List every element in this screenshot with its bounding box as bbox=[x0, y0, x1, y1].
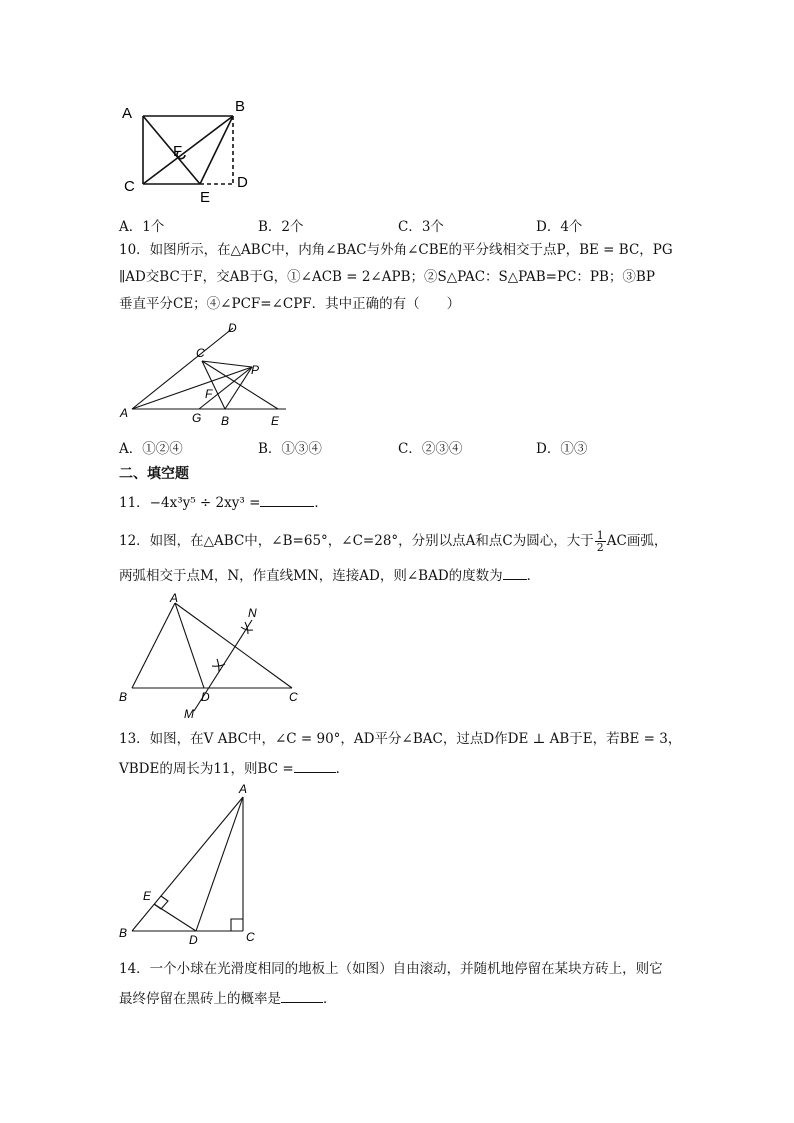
q12-line2-end: ． bbox=[526, 568, 541, 584]
fig12-label-C: C bbox=[289, 690, 298, 704]
q11-line bbox=[119, 492, 328, 513]
fig13-label-A: A bbox=[239, 782, 248, 796]
q9-option-b: B．2个 bbox=[258, 219, 304, 235]
q14-line2 bbox=[119, 988, 337, 1009]
fig12-label-M: M bbox=[184, 707, 194, 721]
fig9-label-E: E bbox=[200, 189, 211, 206]
q13-line1: 13．如图，在V ABC中，∠C = 90°，AD平分∠BAC，过点D作DE ⊥ AB于E，若BE = 3， bbox=[119, 731, 682, 747]
fig13-label-C: C bbox=[246, 930, 255, 944]
q12-line1-a: 12．如图，在△ABC中，∠B=65°，∠C=28°，分别以点A和点C为圆心，大于 bbox=[119, 533, 594, 549]
fig13-label-B: B bbox=[119, 926, 128, 940]
q12-answer-blank[interactable] bbox=[503, 565, 527, 580]
fig10-label-C: C bbox=[196, 346, 205, 360]
fig13-label-E: E bbox=[143, 889, 152, 903]
q10-option-b: B．①③④ bbox=[258, 441, 322, 457]
figure-q10 bbox=[115, 318, 295, 430]
fig9-label-B: B bbox=[235, 98, 246, 115]
fig9-label-D: D bbox=[237, 174, 248, 191]
q14-answer-blank[interactable] bbox=[281, 988, 323, 1003]
q9-option-d: D．4个 bbox=[536, 219, 583, 235]
fig12-label-B: B bbox=[119, 690, 128, 704]
q12-frac-num: 1 bbox=[596, 529, 604, 542]
q12-line1-b: AC画弧， bbox=[606, 533, 668, 549]
fig9-label-A: A bbox=[122, 105, 133, 122]
fig10-label-G: G bbox=[192, 411, 202, 425]
q13-line2 bbox=[119, 758, 349, 779]
q12-line2-text: 两弧相交于点M，N，作直线MN，连接AD，则∠BAD的度数为 bbox=[119, 568, 503, 584]
fig12-label-D: D bbox=[201, 690, 210, 704]
q14-line2-end: ． bbox=[323, 991, 337, 1007]
fig9-label-C: C bbox=[124, 178, 135, 195]
q10-line2: ∥AD交BC于F，交AB于G，①∠ACB = 2∠APB；②S△PAC：S△PAB=PC：PB；③BP bbox=[119, 269, 655, 285]
q12-line1 bbox=[119, 530, 667, 553]
q13-answer-blank[interactable] bbox=[294, 758, 336, 773]
q11-end: ． bbox=[314, 495, 328, 511]
fig9-label-F: F bbox=[173, 143, 183, 160]
q10-option-d: D．①③ bbox=[536, 441, 588, 457]
q10-line1: 10．如图所示，在△ABC中，内角∠BAC与外角∠CBE的平分线相交于点P，BE = BC，PG bbox=[119, 242, 673, 258]
fig12-label-A: A bbox=[170, 591, 179, 605]
q11-answer-blank[interactable] bbox=[260, 492, 314, 507]
fig13-label-D: D bbox=[189, 933, 198, 947]
q10-line3: 垂直平分CE；④∠PCF=∠CPF．其中正确的有（ ） bbox=[119, 296, 461, 312]
fig10-label-A: A bbox=[120, 406, 129, 420]
fig10-label-F: F bbox=[205, 387, 213, 401]
q10-option-c: C．②③④ bbox=[398, 441, 463, 457]
fig12-label-N: N bbox=[248, 606, 257, 620]
figure-q9 bbox=[115, 92, 265, 207]
q14-line1: 14．一个小球在光滑度相同的地板上（如图）自由滚动，并随机地停留在某块方砖上，则它 bbox=[119, 961, 663, 977]
q14-line2-text: 最终停留在黑砖上的概率是 bbox=[119, 991, 281, 1007]
q13-line2-text: VBDE的周长为11，则BC = bbox=[119, 761, 294, 777]
q9-option-c: C．3个 bbox=[398, 219, 444, 235]
q10-option-a: A．①②④ bbox=[119, 441, 183, 457]
section-title-fill-in: 二、填空题 bbox=[119, 466, 189, 482]
q9-option-a: A．1个 bbox=[119, 219, 165, 235]
fig10-label-B: B bbox=[221, 414, 230, 428]
q12-line2 bbox=[119, 565, 540, 586]
fig10-label-D: D bbox=[228, 321, 237, 335]
figure-q12 bbox=[115, 590, 310, 722]
fig10-label-P: P bbox=[251, 363, 260, 377]
q13-line2-end: ． bbox=[335, 761, 350, 777]
q12-fraction bbox=[595, 530, 606, 553]
figure-q13 bbox=[115, 780, 275, 948]
q11-text: 11．−4x³y⁵ ÷ 2xy³ = bbox=[119, 495, 261, 511]
fig10-label-E: E bbox=[271, 414, 280, 428]
q12-frac-den: 2 bbox=[596, 541, 604, 554]
